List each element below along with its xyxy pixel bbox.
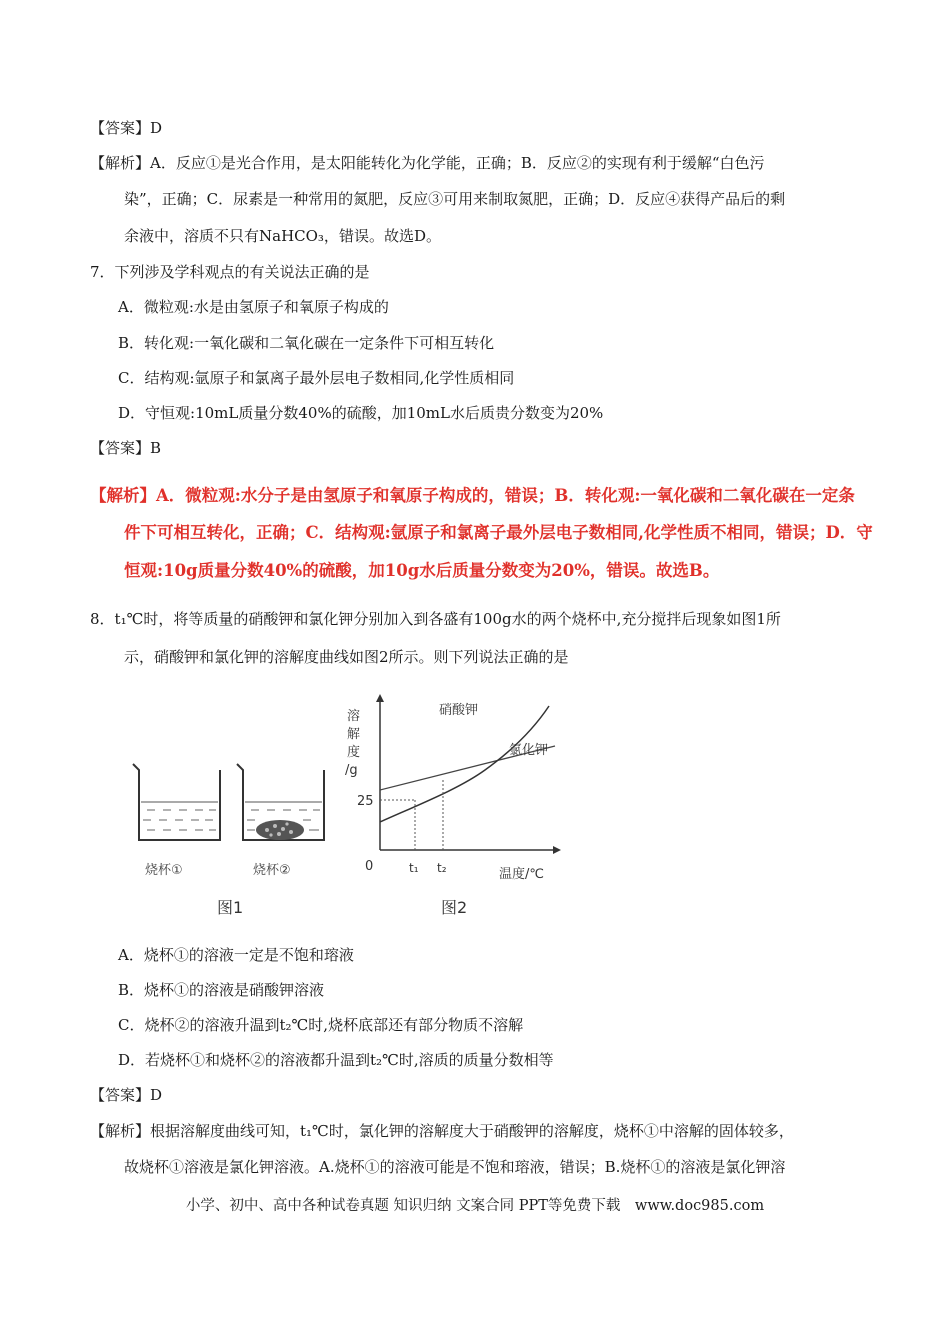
- q7-analysis-line-3: 恒观:10g质量分数40%的硫酸，加10g水后质量分数变为20%，错误。故选B。: [124, 561, 720, 580]
- y-axis-label-char-1: 溶: [347, 709, 361, 724]
- x-tick-t2: t₂: [437, 861, 447, 875]
- q6-analysis-line-1: 【解析】A．反应①是光合作用，是太阳能转化为化学能，正确；B．反应②的实现有利于缓解“白色污: [90, 154, 765, 172]
- beaker-1-label: 烧杯①: [145, 863, 183, 878]
- q8-option-a: A．烧杯①的溶液一定是不饱和瑢液: [118, 946, 354, 964]
- y-axis-label-char-2: 解: [347, 727, 361, 742]
- q7-option-a: A．微粒观:水是由氢原子和氧原子构成的: [118, 298, 389, 316]
- q8-option-b: B．烧杯①的溶液是硝酸钾溶液: [118, 981, 325, 999]
- q6-analysis-line-2: 染”，正确；C．尿素是一种常用的氮肥，反应③可用来制取氮肥，正确；D．反应④获得产品后的剩: [124, 190, 786, 208]
- beaker-2-illustration: [237, 764, 324, 840]
- q6-answer: 【答案】D: [90, 119, 163, 137]
- origin-label: 0: [365, 859, 374, 874]
- q7-option-d: D．守恒观:10mL质量分数40%的硫酸，加10mL水后质贵分数变为20%: [118, 404, 604, 422]
- solubility-graph: [376, 694, 561, 854]
- kno3-curve: [380, 706, 549, 822]
- beaker-1-illustration: [133, 764, 220, 840]
- kno3-curve-label: 硝酸钾: [439, 703, 479, 718]
- q8-stem-line-1: 8．t₁℃时，将等质量的硝酸钾和氯化钾分别加入到各盛有100g水的两个烧杯中,充分搅拌后现象如图1所: [90, 610, 781, 628]
- q8-analysis-line-1: 【解析】根据溶解度曲线可知，t₁℃时，氯化钾的溶解度大于硝酸钾的溶解度，烧杯①中溶解的固体较多，: [90, 1122, 794, 1140]
- q7-option-b: B．转化观:一氧化碳和二氧化碳在一定条件下可相互转化: [118, 334, 495, 352]
- kcl-curve-label: 氯化钾: [509, 743, 549, 758]
- q7-stem: 7．下列涉及学科观点的有关说法正确的是: [90, 263, 370, 281]
- q8-option-c: C．烧杯②的溶液升温到t₂℃时,烧杯底部还有部分物质不溶解: [118, 1016, 524, 1034]
- q8-analysis-line-2: 故烧杯①溶液是氯化钾溶液。A.烧杯①的溶液可能是不饱和瑢液，错误；B.烧杯①的溶液是氯化钾溶: [124, 1158, 786, 1176]
- y-tick-25: 25: [357, 794, 374, 809]
- page-footer: 小学、初中、高中各种试卷真题 知识归纳 文案合同 PPT等免费下载 www.doc985.com: [185, 1198, 765, 1214]
- q8-figure: [125, 690, 565, 920]
- y-axis-label-char-3: 度: [347, 745, 361, 760]
- q7-analysis-line-2: 件下可相互转化，正确；C．结构观:氩原子和氯离子最外层电子数相同,化学性质不相同，错误；D．守: [124, 523, 873, 542]
- beaker-2-label: 烧杯②: [253, 863, 291, 878]
- x-tick-t1: t₁: [409, 861, 419, 875]
- fig2-caption: 图2: [441, 898, 468, 917]
- q7-analysis-line-1: 【解析】A．微粒观:水分子是由氢原子和氧原子构成的，错误；B．转化观:一氧化碳和二氧化碳在一定条: [90, 486, 855, 505]
- q7-option-c: C．结构观:氩原子和氯离子最外层电子数相同,化学性质相同: [118, 369, 515, 387]
- q7-answer: 【答案】B: [90, 439, 162, 457]
- x-axis-label: 温度/℃: [499, 867, 544, 882]
- q8-option-d: D．若烧杯①和烧杯②的溶液都升温到t₂℃时,溶质的质量分数相等: [118, 1051, 554, 1069]
- fig1-caption: 图1: [217, 898, 244, 917]
- q6-analysis-line-3: 余液中，溶质不只有NaHCO₃，错误。故选D。: [124, 227, 441, 245]
- q8-stem-line-2: 示，硝酸钾和氯化钾的溶解度曲线如图2所示。则下列说法正确的是: [124, 648, 569, 666]
- y-axis-label-unit: /g: [345, 763, 358, 778]
- q8-answer: 【答案】D: [90, 1086, 163, 1104]
